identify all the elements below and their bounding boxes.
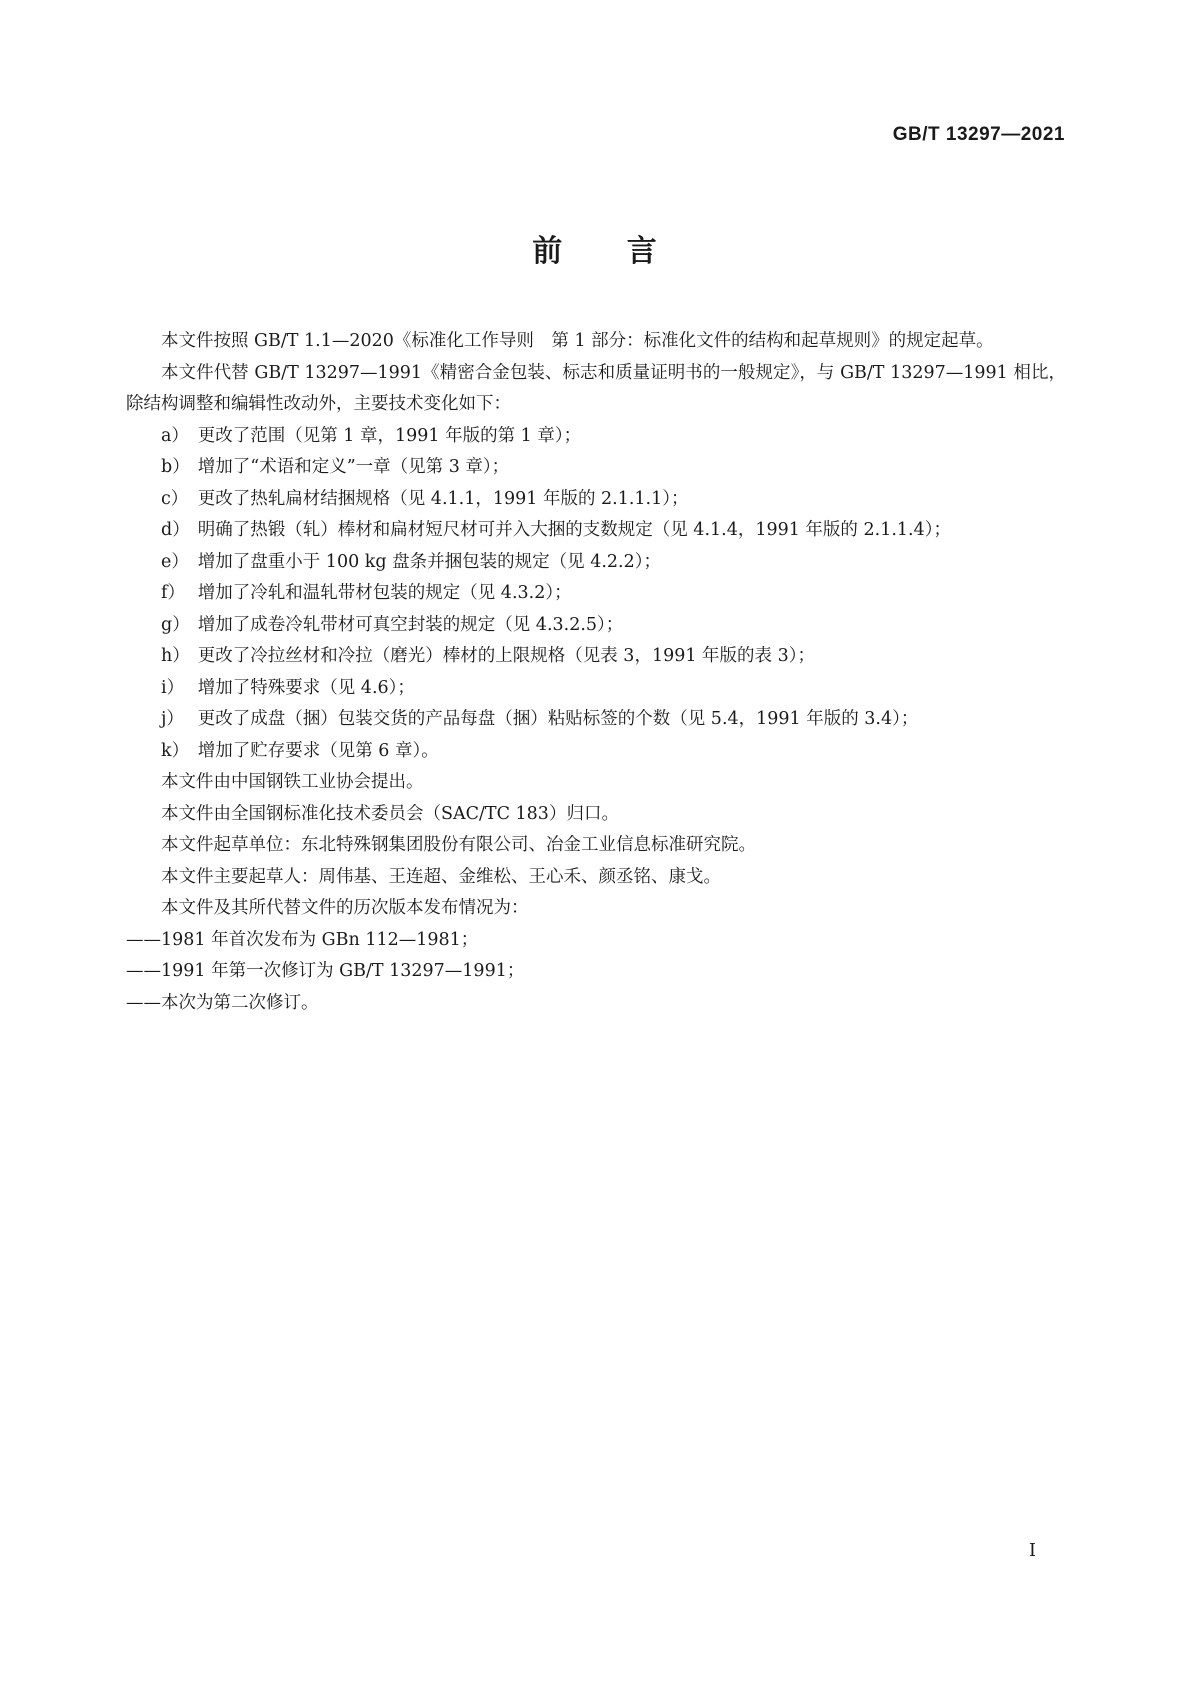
change-item-b	[126, 452, 1066, 484]
change-text: 增加了“术语和定义”一章（见第 3 章）；	[197, 457, 510, 477]
change-label: e）	[161, 551, 189, 572]
statement-history-intro: 本文件及其所代替文件的历次版本发布情况为：	[161, 898, 529, 918]
change-text: 增加了冷轧和温轧带材包装的规定（见 4.3.2）；	[197, 583, 572, 603]
document-body	[126, 326, 1066, 1019]
change-label: c）	[161, 488, 189, 509]
change-text: 增加了盘重小于 100 kg 盘条并捆包装的规定（见 4.2.2）；	[197, 551, 661, 572]
change-item-f	[126, 578, 1066, 610]
change-text: 增加了贮存要求（见第 6 章）。	[197, 740, 439, 761]
change-label: i）	[161, 677, 185, 698]
intro-paragraph-1: 本文件按照 GB/T 1.1—2020《标准化工作导则 第 1 部分：标准化文件的结构和起草规则》的规定起草。	[161, 331, 994, 351]
change-label: f）	[161, 583, 185, 603]
change-item-j	[126, 704, 1066, 736]
change-label: j）	[161, 709, 184, 729]
statement-committee: 本文件由全国钢标准化技术委员会（SAC/TC 183）归口。	[161, 803, 619, 824]
history-item: ——本次为第二次修订。	[126, 992, 319, 1013]
page-title: 前 言	[532, 234, 659, 269]
history-item: ——1991 年第一次修订为 GB/T 13297—1991；	[126, 961, 525, 981]
change-label: d）	[161, 520, 190, 540]
change-item-h	[126, 641, 1066, 673]
history-item: ——1981 年首次发布为 GBn 112—1981；	[126, 929, 479, 950]
change-text: 增加了特殊要求（见 4.6）；	[197, 677, 415, 698]
change-text: 更改了范围（见第 1 章，1991 年版的第 1 章）；	[197, 425, 582, 446]
change-label: g）	[161, 614, 190, 635]
change-text: 更改了热轧扁材结捆规格（见 4.1.1，1991 年版的 2.1.1.1）；	[197, 488, 689, 509]
statement-drafting-units: 本文件起草单位：东北特殊钢集团股份有限公司、冶金工业信息标准研究院。	[161, 835, 756, 855]
change-item-e	[126, 547, 1066, 579]
change-text: 明确了热锻（轧）棒材和扁材短尺材可并入大捆的支数规定（见 4.1.4，1991 年版的 2.1.1.4）；	[197, 520, 951, 540]
statement-proposer: 本文件由中国钢铁工业协会提出。	[161, 772, 424, 792]
change-label: b）	[161, 457, 190, 477]
change-item-c	[126, 484, 1066, 516]
change-item-g	[126, 610, 1066, 642]
change-label: h）	[161, 646, 190, 666]
page-number: I	[1028, 1540, 1036, 1561]
statement-drafters: 本文件主要起草人：周伟基、王连超、金维松、王心禾、颜丞铭、康戈。	[161, 866, 721, 887]
intro-paragraph-2: 本文件代替 GB/T 13297—1991《精密合金包装、标志和质量证明书的一般规定》，与 GB/T 13297—1991 相比，除结构调整和编辑性改动外，主要技术变化如下：	[126, 362, 1066, 414]
change-item-a	[126, 421, 1066, 453]
change-item-k	[126, 736, 1066, 768]
change-text: 更改了冷拉丝材和冷拉（磨光）棒材的上限规格（见表 3，1991 年版的表 3）；	[197, 646, 815, 666]
change-text: 更改了成盘（捆）包装交货的产品每盘（捆）粘贴标签的个数（见 5.4，1991 年版的 3.4）；	[197, 709, 919, 729]
change-label: a）	[161, 425, 189, 446]
change-text: 增加了成卷冷轧带材可真空封装的规定（见 4.3.2.5）；	[197, 614, 624, 635]
standard-code: GB/T 13297—2021	[892, 124, 1065, 145]
change-item-i	[126, 673, 1066, 705]
change-label: k）	[161, 740, 190, 761]
change-item-d	[126, 515, 1066, 547]
